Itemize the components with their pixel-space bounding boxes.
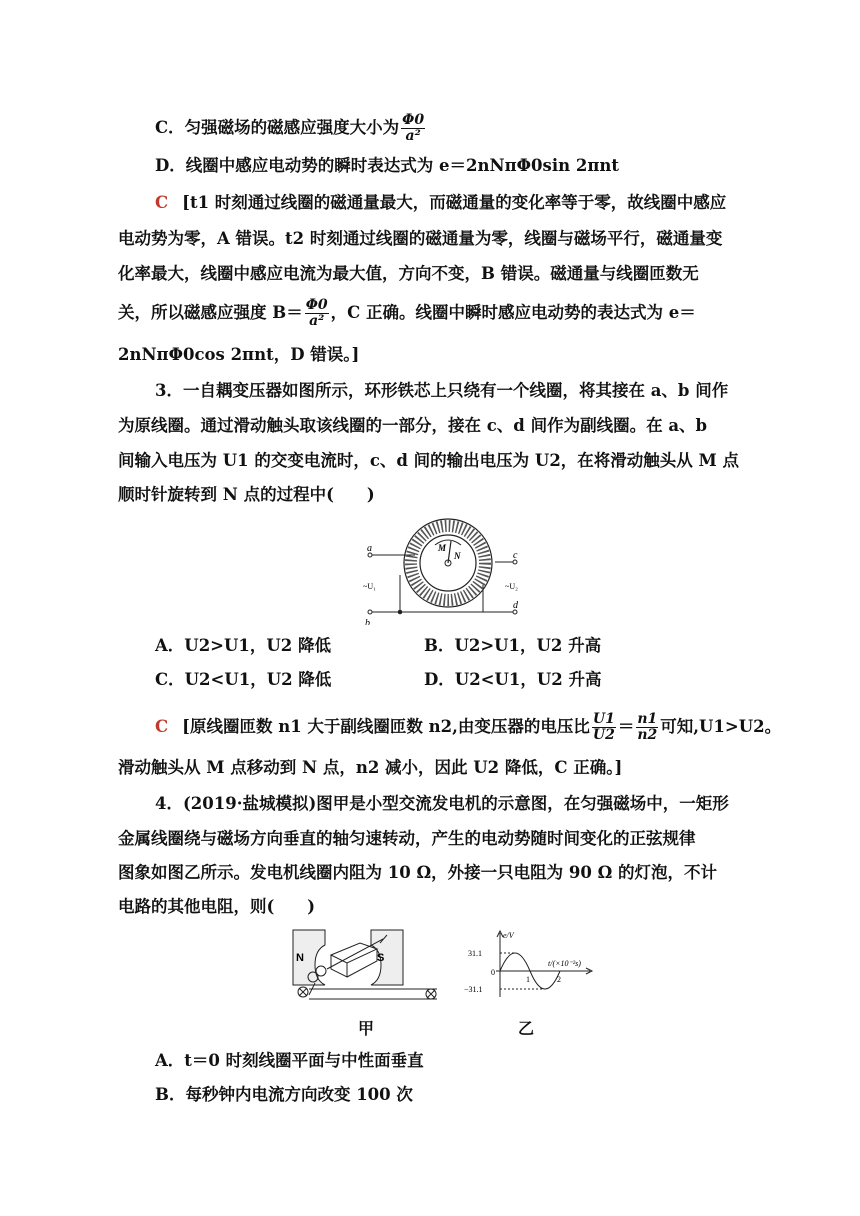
q3-option-a: A．U2>U1，U2 降低 [155, 636, 331, 655]
fraction-numerator: U1 [592, 711, 615, 727]
graph-xlabel: t/(×10⁻²s) [548, 959, 581, 968]
q3-answer: C [155, 717, 169, 736]
label-u1: ~U₁ [363, 582, 376, 591]
graph-ylabel: e/V [503, 931, 514, 940]
q2-explanation-line-3: 化率最大，线圈中感应电流为最大值，方向不变，B 错误。磁通量与线圈匝数无 [118, 264, 699, 283]
q3-exp-1a: [原线圈匝数 n1 大于副线圈匝数 n2,由变压器的电压比 [182, 717, 590, 736]
q3-option-b: B．U2>U1，U2 升高 [424, 636, 602, 655]
q2-exp-fraction [305, 298, 329, 329]
q3-stem-line-1: 3．一自耦变压器如图所示，环形铁芯上只绕有一个线圈，将其接在 a、b 间作 [155, 381, 729, 400]
q3-stem-line-4: 顺时针旋转到 N 点的过程中( ) [118, 485, 375, 504]
q2-option-c [155, 113, 427, 144]
graph-ymin: −31.1 [464, 985, 483, 994]
equals-sign: ＝ [617, 717, 635, 736]
magnet-s-label: S [377, 952, 385, 964]
q4-option-b: B．每秒钟内电流方向改变 100 次 [155, 1085, 413, 1104]
label-u2: ~U₂ [505, 582, 518, 591]
q2-exp-text-1: [t1 时刻通过线圈的磁通量最大，而磁通量的变化率等于零，故线圈中感应 [182, 193, 727, 212]
q3-explanation-line-1 [155, 712, 781, 743]
q3-option-d: D．U2<U1，U2 升高 [424, 670, 602, 689]
label-b: b [365, 618, 370, 625]
autotransformer-figure [355, 515, 535, 625]
label-m: M [438, 543, 447, 553]
q2-exp-4a: 关，所以磁感应强度 B＝ [118, 303, 303, 322]
q3-stem-line-2: 为原线圈。通过滑动触头取该线圈的一部分，接在 c、d 间作为副线圈。在 a、b [118, 416, 708, 435]
q4-stem-line-4: 电路的其他电阻，则( ) [118, 897, 316, 916]
graph-zero: 0 [491, 968, 495, 977]
fraction-denominator: a² [405, 128, 421, 144]
q2-option-c-text: C．匀强磁场的磁感应强度大小为 [155, 118, 400, 137]
fraction-denominator: a² [309, 313, 325, 329]
q3-voltage-ratio [592, 712, 616, 743]
fraction-numerator: Φ0 [305, 297, 328, 313]
q2-option-c-fraction [401, 113, 425, 144]
q2-explanation-line-1 [155, 192, 726, 214]
graph-tick-2: 2 [557, 975, 561, 984]
fraction-denominator: U2 [592, 727, 615, 743]
label-n: N [454, 551, 461, 561]
fraction-numerator: Φ0 [402, 112, 425, 128]
magnet-n-label: N [296, 952, 304, 964]
label-a: a [367, 543, 372, 554]
q3-stem-line-3: 间输入电压为 U1 的交变电流时，c、d 间的输出电压为 U2，在将滑动触头从 M 点 [118, 451, 740, 470]
figure-yi-caption: 乙 [518, 1019, 535, 1038]
graph-ymax: 31.1 [468, 949, 482, 958]
fraction-numerator: n1 [637, 711, 658, 727]
emf-graph [460, 925, 600, 1005]
fraction-denominator: n2 [637, 727, 658, 743]
q3-option-c: C．U2<U1，U2 降低 [155, 670, 332, 689]
label-d: d [513, 600, 518, 611]
q4-stem-line-1: 4．(2019·盐城模拟)图甲是小型交流发电机的示意图，在匀强磁场中，一矩形 [155, 794, 729, 813]
label-c: c [513, 550, 518, 561]
q4-option-a: A．t＝0 时刻线圈平面与中性面垂直 [155, 1051, 424, 1070]
q2-exp-4b: ，C 正确。线圈中瞬时感应电动势的表达式为 e＝ [330, 303, 696, 322]
q3-explanation-line-2: 滑动触头从 M 点移动到 N 点，n2 减小，因此 U2 降低，C 正确。] [118, 758, 623, 777]
q4-stem-line-3: 图象如图乙所示。发电机线圈内阻为 10 Ω，外接一只电阻为 90 Ω 的灯泡，不计 [118, 863, 718, 882]
figure-jia-caption: 甲 [358, 1019, 375, 1038]
q2-explanation-line-5: 2nNπΦ0cos 2πnt，D 错误。] [118, 345, 360, 364]
q2-explanation-line-4 [118, 298, 696, 329]
q2-answer: C [155, 193, 169, 212]
generator-figure [285, 925, 445, 1005]
graph-tick-1: 1 [526, 975, 530, 984]
q3-turns-ratio [636, 712, 658, 743]
q4-stem-line-2: 金属线圈绕与磁场方向垂直的轴匀速转动，产生的电动势随时间变化的正弦规律 [118, 829, 696, 848]
q3-exp-1b: 可知,U1>U2。 [660, 717, 782, 736]
q2-explanation-line-2: 电动势为零，A 错误。t2 时刻通过线圈的磁通量为零，线圈与磁场平行，磁通量变 [118, 229, 723, 248]
q2-option-d: D．线圈中感应电动势的瞬时表达式为 e＝2nNπΦ0sin 2πnt [155, 156, 620, 175]
